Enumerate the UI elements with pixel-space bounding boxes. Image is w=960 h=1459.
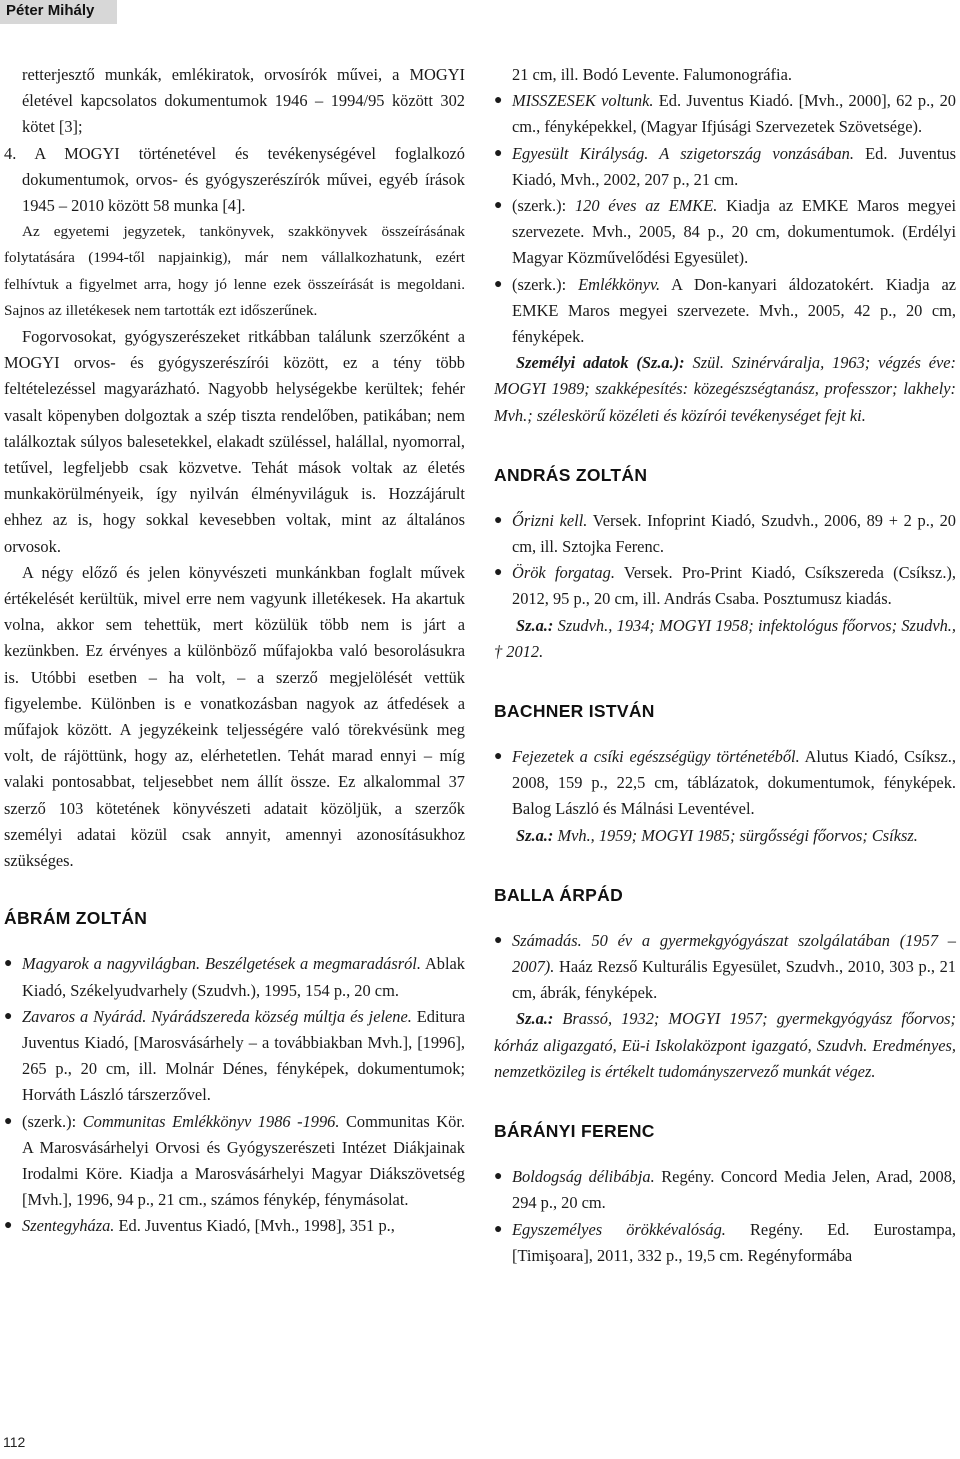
bibliography-abram xyxy=(4,951,465,1239)
author-heading-balla: BALLA ÁRPÁD xyxy=(494,884,624,905)
author-heading-bachner: BACHNER ISTVÁN xyxy=(494,701,655,722)
bullet-icon: ● xyxy=(494,1221,503,1237)
paragraph-1: Az egyetemi jegyzetek, tankönyvek, szakkönyvek összeírásának folytatására (1994-től napjainkig), már nem vállalkozhatunk, ezért felhívtuk a figyelmet arra, hogy jó lenne ezek összeírását is megoldani. Sajnos az illetékesek nem tartották ezt időszerűnek. xyxy=(4,223,465,319)
bib-entry-continued: 21 cm, ill. Bodó Levente. Falumonográfia. xyxy=(512,65,792,84)
bibliography-abram-continued xyxy=(494,88,956,350)
bullet-icon: ● xyxy=(494,932,503,948)
bib-entry: ● Fejezetek a csíki egészségügy történetéből. Alutus Kiadó, Csíksz., 2008, 159 p., 22,5 cm, táblázatok, dokumentumok, fényképek. Balog László és Málnási Leventével. xyxy=(494,744,956,823)
page-number: 112 xyxy=(3,1434,26,1450)
bibliography-bachner xyxy=(494,744,956,823)
author-heading-andras: ANDRÁS ZOLTÁN xyxy=(494,464,648,485)
bibliography-baranyi xyxy=(494,1164,956,1269)
bullet-icon: ● xyxy=(4,1218,13,1234)
bullet-icon: ● xyxy=(494,198,503,214)
bib-entry: ● MISSZESEK voltunk. Ed. Juventus Kiadó. [Mvh., 2000], 62 p., 20 cm., fényképekkel, (Magyar Ifjúsági Szervezetek Szövetsége). xyxy=(494,88,956,140)
bullet-icon: ● xyxy=(494,93,503,109)
bib-entry: ● (szerk.): Communitas Emlékkönyv 1986 -1996. Communitas Kör. A Marosvásárhelyi Orvosi és Gyógyszerészeti Intézet Diákjainak Irodalmi Köre. Kiadja a Marosvásárhelyi Magyar Diákszövetség [Mvh.], 1996, 94 p., 21 cm., számos fénykép, fénymásolat. xyxy=(4,1109,465,1214)
bullet-icon: ● xyxy=(494,145,503,161)
bullet-icon: ● xyxy=(494,565,503,581)
personal-data-balla: Sz.a.: Brassó, 1932; MOGYI 1957; gyermekgyógyász főorvos; kórház aligazgató, Eü-i Iskolaközpont igazgató, Szudvh. Eredményes, nemzetközileg is értékelt tudományszervező munkát végez. xyxy=(494,1009,956,1081)
bib-entry: ● Szentegyháza. Ed. Juventus Kiadó, [Mvh., 1998], 351 p., xyxy=(4,1213,465,1239)
left-column xyxy=(4,62,465,1240)
bibliography-balla xyxy=(494,928,956,1007)
header-author: Péter Mihály xyxy=(6,2,95,19)
bibliography-andras xyxy=(494,508,956,613)
bib-entry: ● (szerk.): 120 éves az EMKE. Kiadja az EMKE Maros megyei szervezete. Mvh., 2005, 84 p., 20 cm, dokumentumok. (Erdélyi Magyar Közművelődési Egyesület). xyxy=(494,193,956,272)
bullet-icon: ● xyxy=(494,749,503,765)
bib-entry: ● Boldogság délibábja. Regény. Concord Media Jelen, Arad, 2008, 294 p., 20 cm. xyxy=(494,1164,956,1216)
author-heading-abram: ÁBRÁM ZOLTÁN xyxy=(4,908,148,929)
bullet-icon: ● xyxy=(494,1169,503,1185)
right-column xyxy=(494,62,956,1269)
bullet-icon: ● xyxy=(4,1008,13,1024)
bib-entry: ● (szerk.): Emlékkönyv. A Don-kanyari áldozatokért. Kiadja az EMKE Maros megyei szervezete. Mvh., 2005, 42 p., 20 cm, fényképek. xyxy=(494,272,956,351)
bib-entry: ● Számadás. 50 év a gyermekgyógyászat szolgálatában (1957 – 2007). Haáz Rezső Kulturális Egyesület, Szudvh., 2010, 303 p., 21 cm, ábrák, fényképek. xyxy=(494,928,956,1007)
bullet-icon: ● xyxy=(4,1113,13,1129)
author-heading-baranyi: BÁRÁNYI FERENC xyxy=(494,1121,655,1142)
paragraph-3: A négy előző és jelen könyvészeti munkánkban foglalt művek értékelését kerültük, mivel erre nem vagyunk illetékesek. Ha akartuk volna, akkor sem tehettük, mert közülük több nem is járt a kezünkben. Ez érvényes a különböző műfajokba való besorolásukra is. Utóbbi esetben – ha volt, – a szerző megjelölését vettük figyelembe. Különben is e vonatkozásban nagyok az átfedések a műfajok között. A jegyzékeink teljességére való törekvésünk meg volt, de rájöttünk, hogy az, elérhetetlen. Tehát marad ennyi – míg valaki pontosabbat, teljesebbet nem állít össze. Ez alkalommal 37 szerző 103 kötetének könyvészeti adatait közöljük, a szerzők személyi adatai közül csak annyit, amennyi azonosításukhoz szükséges. xyxy=(4,562,465,871)
bib-entry: ● Egyszemélyes örökkévalóság. Regény. Ed. Eurostampa, [Timişoara], 2011, 332 p., 19,5 cm. Regényformába xyxy=(494,1217,956,1269)
bib-entry: ● Zavaros a Nyárád. Nyárádszereda község múltja és jelene. Editura Juventus Kiadó, [Marosvásárhely – a továbbiakban Mvh.], [1996], 265 p., 20 cm, ill. Molnár Dénes, fényképek, dokumentumok; Horváth László társzerzővel. xyxy=(4,1004,465,1109)
bib-entry: ● Örök forgatag. Versek. Pro-Print Kiadó, Csíkszereda (Csíksz.), 2012, 95 p., 20 cm, ill. András Csaba. Posztumusz kiadás. xyxy=(494,560,956,612)
bib-entry: ● Egyesült Királyság. A szigetország vonzásában. Ed. Juventus Kiadó, Mvh., 2002, 207 p., 21 cm. xyxy=(494,141,956,193)
personal-data-andras: Sz.a.: Szudvh., 1934; MOGYI 1958; infektológus főorvos; Szudvh., † 2012. xyxy=(494,615,956,661)
personal-data-abram: Személyi adatok (Sz.a.): Szül. Szinérváralja, 1963; végzés éve: MOGYI 1989; szakképesítés: közegészségtanász, professzor; lakhely: Mvh.; széleskörű közéleti és közírói tevékenységet fejt ki. xyxy=(494,353,956,425)
bullet-icon: ● xyxy=(494,276,503,292)
bullet-icon: ● xyxy=(4,956,13,972)
list-item-3-continued: retterjesztő munkák, emlékiratok, orvosírók művei, a MOGYI életével kapcsolatos dokumentumok 1946 – 1994/95 között 302 kötet [3]; xyxy=(22,65,465,137)
list-item-4: 4. A MOGYI történetével és tevékenységével foglalkozó dokumentumok, orvos- és gyógyszerészírók művei, egyéb írások 1945 – 2010 között 58 munka [4]. xyxy=(4,143,465,216)
running-header xyxy=(0,0,117,24)
paragraph-2: Fogorvosokat, gyógyszerészeket ritkábban találunk szerzőként a MOGYI orvos- és gyógyszerészírói között, ez a tény több feltételezéssel magyarázható. Nagyobb helységekbe kerültek; fehér vasalt köpenyben dolgoztak a szép tiszta rendelőben, patikában; nem találkoztak súlyos balesetekkel, elakadt szüléssel, halállal, nyomorral, tetűvel, legfeljebb csak közvetve. Tehát mások voltak az életés munkakörülményeik, így nyilván élményviláguk is. Hozzájárult ehhez az is, hogy sokkal kevesebben voltak, mint az általános orvosok. xyxy=(4,327,465,556)
bib-entry: ● Magyarok a nagyvilágban. Beszélgetések a megmaradásról. Ablak Kiadó, Székelyudvarhely (Szudvh.), 1995, 154 p., 20 cm. xyxy=(4,951,465,1003)
bib-entry: ● Őrizni kell. Versek. Infoprint Kiadó, Szudvh., 2006, 89 + 2 p., 20 cm, ill. Sztojka Ferenc. xyxy=(494,508,956,560)
bullet-icon: ● xyxy=(494,512,503,528)
personal-data-bachner: Sz.a.: Mvh., 1959; MOGYI 1985; sürgősségi főorvos; Csíksz. xyxy=(516,825,918,845)
